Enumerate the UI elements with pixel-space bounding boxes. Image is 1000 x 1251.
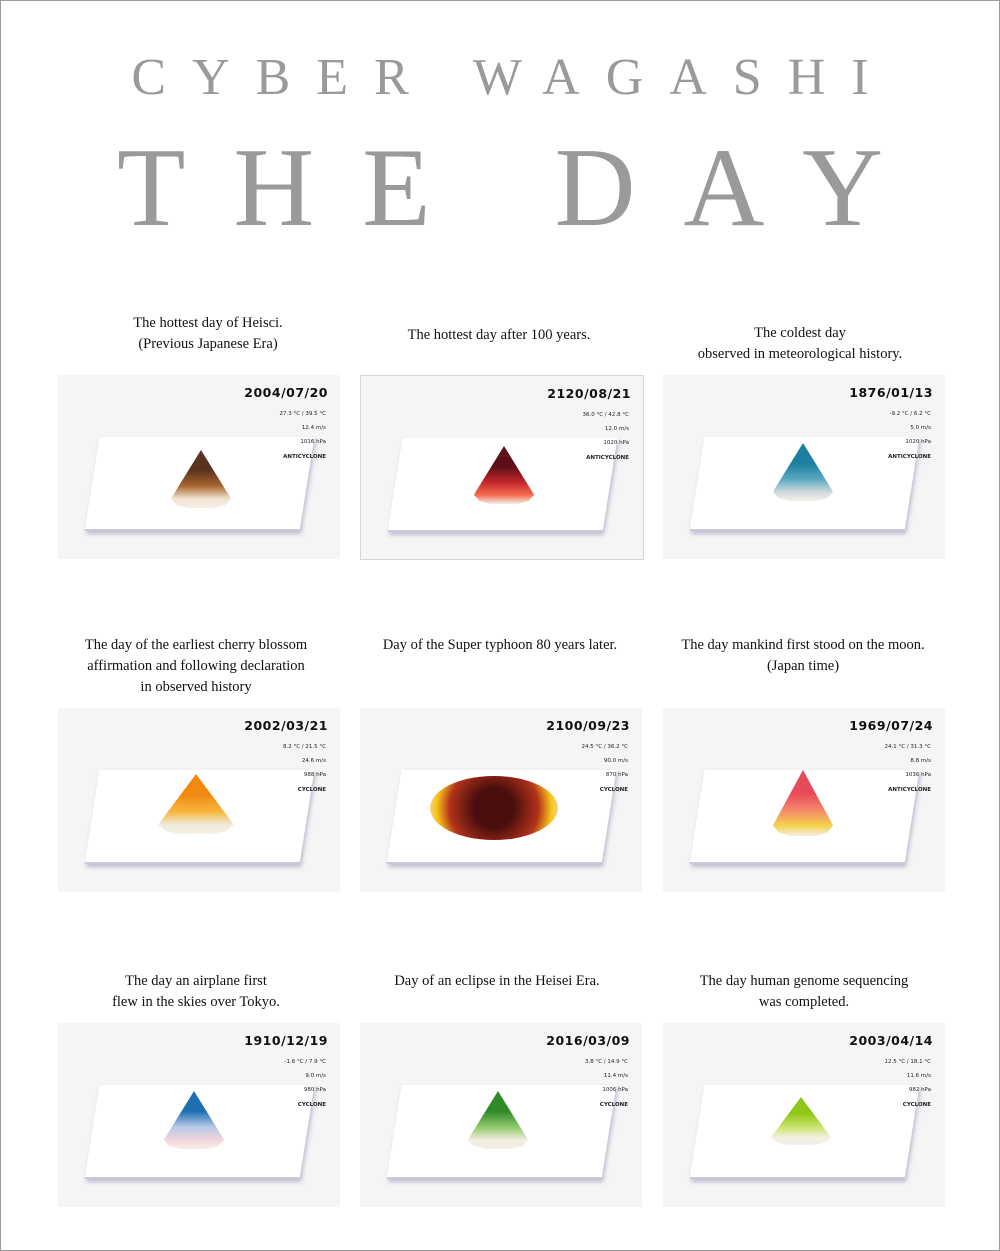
weather-system-label: CYCLONE	[599, 1102, 628, 1108]
wind-label: 12.4 m/s	[301, 425, 326, 431]
wagashi-card-3[interactable]	[663, 375, 945, 559]
temperature-label: 27.3 °C / 39.5 °C	[279, 411, 326, 417]
pressure-label: 1020 hPa	[603, 440, 629, 446]
wagashi-card-6[interactable]	[663, 708, 945, 892]
caption-6: The day mankind first stood on the moon. (Japan time)	[681, 637, 925, 674]
date-label: 2016/03/09	[546, 1033, 630, 1048]
caption-9: The day human genome sequencing was completed.	[699, 973, 909, 1010]
wind-label: 11.4 m/s	[603, 1073, 628, 1079]
wind-label: 24.6 m/s	[301, 758, 326, 764]
pressure-label: 988 hPa	[303, 772, 326, 778]
date-label: 2004/07/20	[244, 385, 328, 400]
weather-system-label: ANTICYCLONE	[888, 454, 931, 460]
temperature-label: 12.5 °C / 18.1 °C	[884, 1059, 931, 1065]
wagashi-card-8[interactable]	[360, 1023, 642, 1207]
wind-label: 12.0 m/s	[604, 426, 629, 432]
temperature-label: 36.0 °C / 42.8 °C	[582, 412, 629, 418]
wind-label: 5.0 m/s	[910, 425, 931, 431]
temperature-label: 3.8 °C / 14.9 °C	[584, 1059, 628, 1065]
wind-label: 8.8 m/s	[910, 758, 931, 764]
date-label: 2002/03/21	[244, 718, 328, 733]
temperature-label: -1.6 °C / 7.9 °C	[284, 1059, 326, 1065]
temperature-label: -9.2 °C / 6.2 °C	[889, 411, 931, 417]
date-label: 1876/01/13	[849, 385, 933, 400]
caption-7: The day an airplane first flew in the skies over Tokyo.	[112, 973, 280, 1010]
wind-label: 9.0 m/s	[305, 1073, 326, 1079]
wagashi-card-2[interactable]	[360, 375, 644, 560]
date-label: 1910/12/19	[244, 1033, 328, 1048]
pressure-label: 1020 hPa	[905, 439, 931, 445]
caption-5: Day of the Super typhoon 80 years later.	[382, 637, 618, 653]
weather-system-label: CYCLONE	[297, 1102, 326, 1108]
wagashi-card-7[interactable]	[58, 1023, 340, 1207]
pressure-label: 980 hPa	[303, 1087, 326, 1093]
caption-1: The hottest day of Heisci. (Previous Japanese Era)	[133, 315, 283, 352]
date-label: 2003/04/14	[849, 1033, 933, 1048]
weather-system-label: ANTICYCLONE	[283, 454, 326, 460]
weather-system-label: CYCLONE	[297, 787, 326, 793]
weather-system-label: ANTICYCLONE	[888, 787, 931, 793]
poster-title: THE DAY	[116, 126, 932, 250]
wagashi-card-9[interactable]	[663, 1023, 945, 1207]
wind-label: 90.0 m/s	[603, 758, 628, 764]
wagashi-card-4[interactable]	[58, 708, 340, 892]
wind-label: 11.6 m/s	[906, 1073, 931, 1079]
caption-8: Day of an eclipse in the Heisei Era.	[394, 973, 600, 989]
date-label: 1969/07/24	[849, 718, 933, 733]
temperature-label: 24.5 °C / 36.2 °C	[581, 744, 628, 750]
pressure-label: 870 hPa	[605, 772, 628, 778]
wagashi-card-5[interactable]	[360, 708, 642, 892]
caption-3: The coldest day observed in meteorological history.	[697, 325, 903, 362]
date-label: 2100/09/23	[546, 718, 630, 733]
poster-subtitle: CYBER WAGASHI	[131, 49, 895, 106]
pressure-label: 982 hPa	[908, 1087, 931, 1093]
weather-system-label: ANTICYCLONE	[586, 455, 629, 461]
temperature-label: 8.2 °C / 21.5 °C	[282, 744, 326, 750]
pressure-label: 1006 hPa	[602, 1087, 628, 1093]
pressure-label: 1036 hPa	[905, 772, 931, 778]
weather-system-label: CYCLONE	[599, 787, 628, 793]
temperature-label: 24.1 °C / 31.3 °C	[884, 744, 931, 750]
caption-4: The day of the earliest cherry blossom affirmation and following declaration in observed history	[84, 637, 308, 695]
caption-2: The hottest day after 100 years.	[407, 327, 591, 343]
wagashi-sweet	[430, 776, 558, 840]
wagashi-card-1[interactable]	[58, 375, 340, 559]
pressure-label: 1016 hPa	[300, 439, 326, 445]
date-label: 2120/08/21	[547, 386, 631, 401]
weather-system-label: CYCLONE	[902, 1102, 931, 1108]
